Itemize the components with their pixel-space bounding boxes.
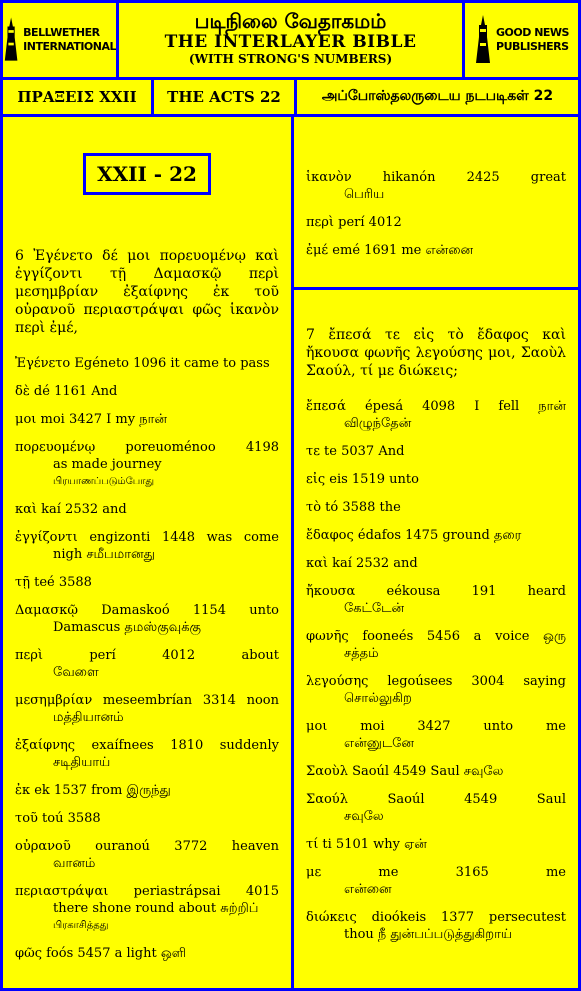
word-entry-line: ἐκ ek 1537 from இருந்து	[15, 783, 171, 798]
word-entry-line: μοι moi 3427 unto me	[306, 719, 566, 734]
tower-icon	[474, 15, 492, 65]
word-entry	[306, 242, 566, 259]
word-entry-line: τί ti 5101 why ஏன்	[306, 837, 427, 852]
word-entry	[306, 398, 566, 432]
word-entry-gloss: nigh சமீபமானது	[53, 547, 155, 562]
word-entry-line: καὶ kaí 2532 and	[306, 556, 418, 571]
right-word-list	[306, 398, 566, 943]
word-entry	[15, 383, 279, 400]
word-entry-line: ἔδαφος édafos 1475 ground தரை	[306, 528, 522, 543]
tower-icon	[3, 15, 19, 65]
word-entry	[15, 355, 279, 372]
word-entry-line: περὶ perí 4012 about	[15, 648, 279, 663]
word-entry-gloss: as made journey	[53, 457, 162, 472]
word-entry	[15, 692, 279, 726]
word-entry-line: Σαούλ Saoúl 4549 Saul	[306, 792, 566, 807]
word-entry	[306, 673, 566, 707]
word-entry-line: δὲ dé 1161 And	[15, 384, 118, 399]
word-entry	[15, 529, 279, 563]
word-entry-line: τῇ teé 3588	[15, 575, 92, 590]
bar-english: THE ACTS 22	[154, 80, 294, 114]
word-entry-gloss: வானம்	[53, 856, 96, 871]
right-top-word-list	[306, 169, 566, 259]
word-entry-line: διώκεις dioókeis 1377 persecutest	[306, 910, 566, 925]
word-entry	[15, 810, 279, 827]
left-column	[3, 117, 291, 988]
word-entry	[15, 945, 279, 962]
right-logo-line1: GOOD NEWS	[496, 26, 569, 39]
word-entry	[306, 214, 566, 231]
word-entry	[15, 782, 279, 799]
title-subtitle: (WITH STRONG'S NUMBERS)	[188, 52, 393, 66]
word-entry-gloss: பெரிய	[344, 187, 385, 202]
right-bottom-column	[294, 290, 578, 988]
word-entry-gloss: என்னுடனே	[344, 736, 415, 751]
verse-7: 7 ἔπεσά τε εἰς τὸ ἔδαφος καὶ ἤκουσα φωνῆς λεγούσης μοι, Σαοὺλ Σαούλ, τί με διώκεις;	[306, 327, 566, 379]
word-entry	[306, 555, 566, 572]
word-entry-line: εἰς eis 1519 unto	[306, 472, 419, 487]
word-entry	[306, 864, 566, 898]
word-entry-line: μοι moi 3427 I my நான்	[15, 412, 167, 427]
word-entry	[306, 909, 566, 943]
word-entry	[306, 527, 566, 544]
word-entry-line: περιαστράψαι periastrápsai 4015	[15, 884, 279, 899]
word-entry-line: τοῦ toú 3588	[15, 811, 101, 826]
word-entry-gloss: மத்தியானம்	[53, 710, 124, 725]
word-entry	[306, 443, 566, 460]
left-word-list	[15, 355, 279, 962]
word-entry	[15, 501, 279, 518]
word-entry	[306, 628, 566, 662]
word-entry-gloss: சொல்லுகிற	[344, 691, 412, 706]
word-entry	[15, 439, 279, 490]
word-entry-line: ἤκουσα eékousa 191 heard	[306, 584, 566, 599]
word-entry	[306, 169, 566, 203]
word-entry	[15, 602, 279, 636]
word-entry-line: ἐγγίζοντι engizonti 1448 was come	[15, 530, 279, 545]
word-entry	[15, 838, 279, 872]
good-news-logo	[465, 3, 578, 77]
word-entry	[306, 471, 566, 488]
word-entry	[306, 499, 566, 516]
title-english: THE INTERLAYER BIBLE	[164, 32, 417, 52]
right-top-column	[294, 117, 578, 287]
word-entry-line: τὸ tó 3588 the	[306, 500, 401, 515]
word-entry-line: Δαμασκῷ Damaskoó 1154 unto	[15, 603, 279, 618]
word-entry-line: λεγούσης legoúsees 3004 saying	[306, 674, 566, 689]
chapter-badge: XXII - 22	[83, 153, 211, 195]
bar-greek: ΠΡΑΞΕΙΣ XXII	[3, 80, 151, 114]
word-entry-gloss: வேளை	[53, 665, 99, 680]
word-entry-line: ἔπεσά épesá 4098 I fell நான்	[306, 399, 566, 414]
word-entry-gloss: சவுலே	[344, 809, 384, 824]
word-entry-gloss: சத்தம்	[344, 646, 379, 661]
bellwether-logo	[3, 3, 116, 77]
word-entry	[15, 883, 279, 934]
word-entry-gloss: there shone round about சுற்றிப்	[53, 901, 259, 916]
word-entry-gloss: சடிதியாய்	[53, 755, 111, 770]
word-entry	[15, 647, 279, 681]
word-entry-line: φωνῆς fooneés 5456 a voice ஒரு	[306, 629, 566, 644]
word-entry	[15, 737, 279, 771]
word-entry-line: καὶ kaí 2532 and	[15, 502, 127, 517]
word-entry-line: τε te 5037 And	[306, 444, 405, 459]
word-entry	[306, 718, 566, 752]
word-entry-gloss-tamil: பிரயாணப்படும்போது	[53, 476, 155, 487]
header-title-block	[119, 3, 462, 77]
word-entry-line: με me 3165 me	[306, 865, 566, 880]
right-logo-line2: PUBLISHERS	[496, 40, 569, 53]
word-entry-line: φῶς foós 5457 a light ஒளி	[15, 946, 187, 961]
word-entry-line: Ἐγένετο Egéneto 1096 it came to pass	[15, 356, 270, 371]
word-entry	[15, 574, 279, 591]
verse-6: 6 Ἐγένετο δέ μοι πορευομένῳ καὶ ἐγγίζοντι τῇ Δαμασκῷ περὶ μεσημβρίαν ἐξαίφνης ἐκ τοῦ οὐρανοῦ περιαστράψαι φῶς ἱκανὸν περὶ ἐμέ,	[15, 248, 279, 336]
word-entry-line: περὶ perí 4012	[306, 215, 402, 230]
word-entry-gloss: Damascus தமஸ்குவுக்கு	[53, 620, 201, 635]
word-entry-gloss: என்னை	[344, 882, 392, 897]
word-entry-line: ἐξαίφνης exaífnees 1810 suddenly	[15, 738, 279, 753]
word-entry-gloss-tamil: பிரகாசித்தது	[53, 920, 109, 931]
word-entry	[306, 763, 566, 780]
title-tamil: படிநிலை வேதாகமம்	[194, 9, 387, 33]
word-entry	[306, 583, 566, 617]
word-entry	[15, 411, 279, 428]
word-entry-line: ἐμέ emé 1691 me என்னை	[306, 243, 474, 258]
word-entry-line: πορευομένῳ poreuoménoo 4198	[15, 440, 279, 455]
word-entry	[306, 836, 566, 853]
bar-tamil: அப்போஸ்தலருடைய நடபடிகள் 22	[297, 80, 578, 114]
word-entry-gloss: கேட்டேன்	[344, 601, 405, 616]
word-entry-line: οὐρανοῦ ouranoú 3772 heaven	[15, 839, 279, 854]
left-logo-line2: INTERNATIONAL	[23, 40, 116, 53]
word-entry-line: ἱκανὸν hikanón 2425 great	[306, 170, 566, 185]
word-entry-gloss: விழுந்தேன்	[344, 416, 412, 431]
word-entry-line: Σαοὺλ Saoúl 4549 Saul சவுலே	[306, 764, 504, 779]
word-entry	[306, 791, 566, 825]
left-logo-line1: BELLWETHER	[23, 26, 100, 39]
word-entry-gloss: thou நீ துன்பப்படுத்துகிறாய்	[344, 927, 513, 942]
word-entry-line: μεσημβρίαν meseembrían 3314 noon	[15, 693, 279, 708]
